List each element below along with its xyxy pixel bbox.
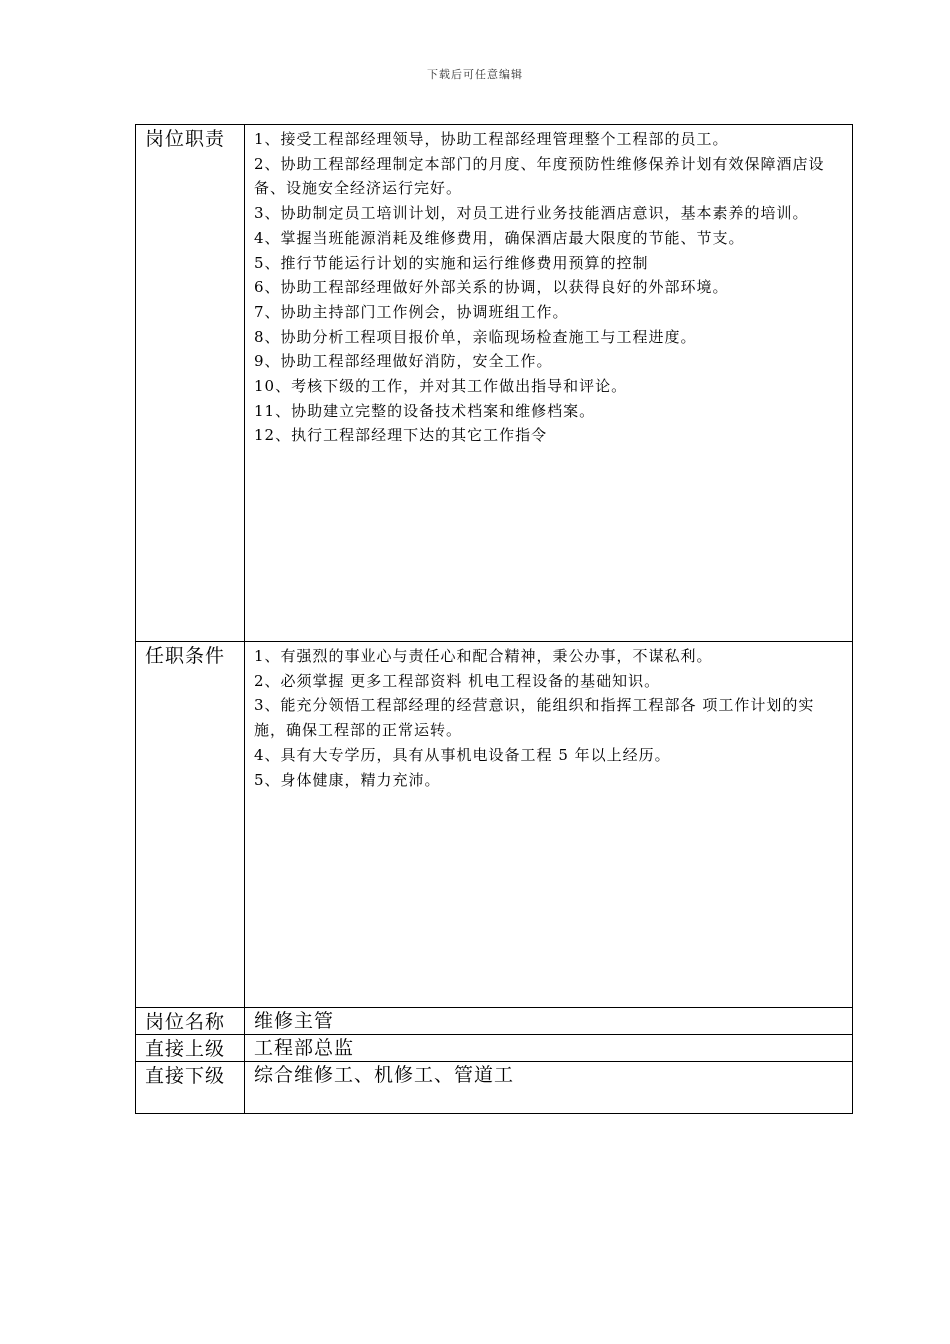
requirement-item: 4、具有大专学历，具有从事机电设备工程 5 年以上经历。 (254, 745, 671, 764)
duty-item: 4、掌握当班能源消耗及维修费用，确保酒店最大限度的节能、节支。 (254, 228, 745, 247)
direct-subordinate-value: 综合维修工、机修工、管道工 (245, 1062, 853, 1114)
direct-subordinate-row (136, 1062, 853, 1114)
requirement-item: 3、能充分领悟工程部经理的经营意识，能组织和指挥工程部各 项工作计划的实施，确保工程部的正常运转。 (254, 696, 815, 740)
duty-item: 9、协助工程部经理做好消防，安全工作。 (254, 352, 553, 371)
duty-item: 2、协助工程部经理制定本部门的月度、年度预防性维修保养计划有效保障酒店设备、设施安全经济运行完好。 (254, 154, 825, 198)
duty-item: 11、协助建立完整的设备技术档案和维修档案。 (254, 401, 596, 420)
duty-item: 10、考核下级的工作，并对其工作做出指导和评论。 (254, 377, 628, 396)
direct-superior-row (136, 1035, 853, 1062)
requirements-row (136, 642, 853, 1008)
direct-superior-value: 工程部总监 (245, 1035, 853, 1062)
duty-item: 7、协助主持部门工作例会，协调班组工作。 (254, 302, 569, 321)
position-name-label: 岗位名称 (136, 1008, 245, 1035)
requirement-item: 1、有强烈的事业心与责任心和配合精神，秉公办事，不谋私利。 (254, 647, 713, 665)
requirements-label: 任职条件 (136, 642, 245, 1008)
duty-item: 5、推行节能运行计划的实施和运行维修费用预算的控制 (254, 253, 649, 272)
duties-label: 岗位职责 (136, 125, 245, 642)
direct-superior-label: 直接上级 (136, 1035, 245, 1062)
duty-item: 12、执行工程部经理下达的其它工作指令 (254, 426, 548, 445)
duties-row (136, 125, 853, 642)
requirements-content (245, 642, 853, 1008)
position-name-row (136, 1008, 853, 1035)
job-description-table (135, 124, 853, 1114)
duty-item: 6、协助工程部经理做好外部关系的协调，以获得良好的外部环境。 (254, 278, 729, 297)
requirement-item: 5、身体健康，精力充沛。 (254, 770, 441, 789)
page-header: 下载后可任意编辑 (427, 68, 523, 81)
duty-item: 3、协助制定员工培训计划，对员工进行业务技能酒店意识，基本素养的培训。 (254, 204, 809, 223)
duties-content (245, 125, 853, 642)
duty-item: 8、协助分析工程项目报价单，亲临现场检查施工与工程进度。 (254, 327, 697, 346)
requirement-item: 2、必须掌握 更多工程部资料 机电工程设备的基础知识。 (254, 671, 661, 690)
direct-subordinate-label: 直接下级 (136, 1062, 245, 1114)
duty-item: 1、接受工程部经理领导，协助工程部经理管理整个工程部的员工。 (254, 130, 729, 148)
position-name-value: 维修主管 (245, 1008, 853, 1035)
